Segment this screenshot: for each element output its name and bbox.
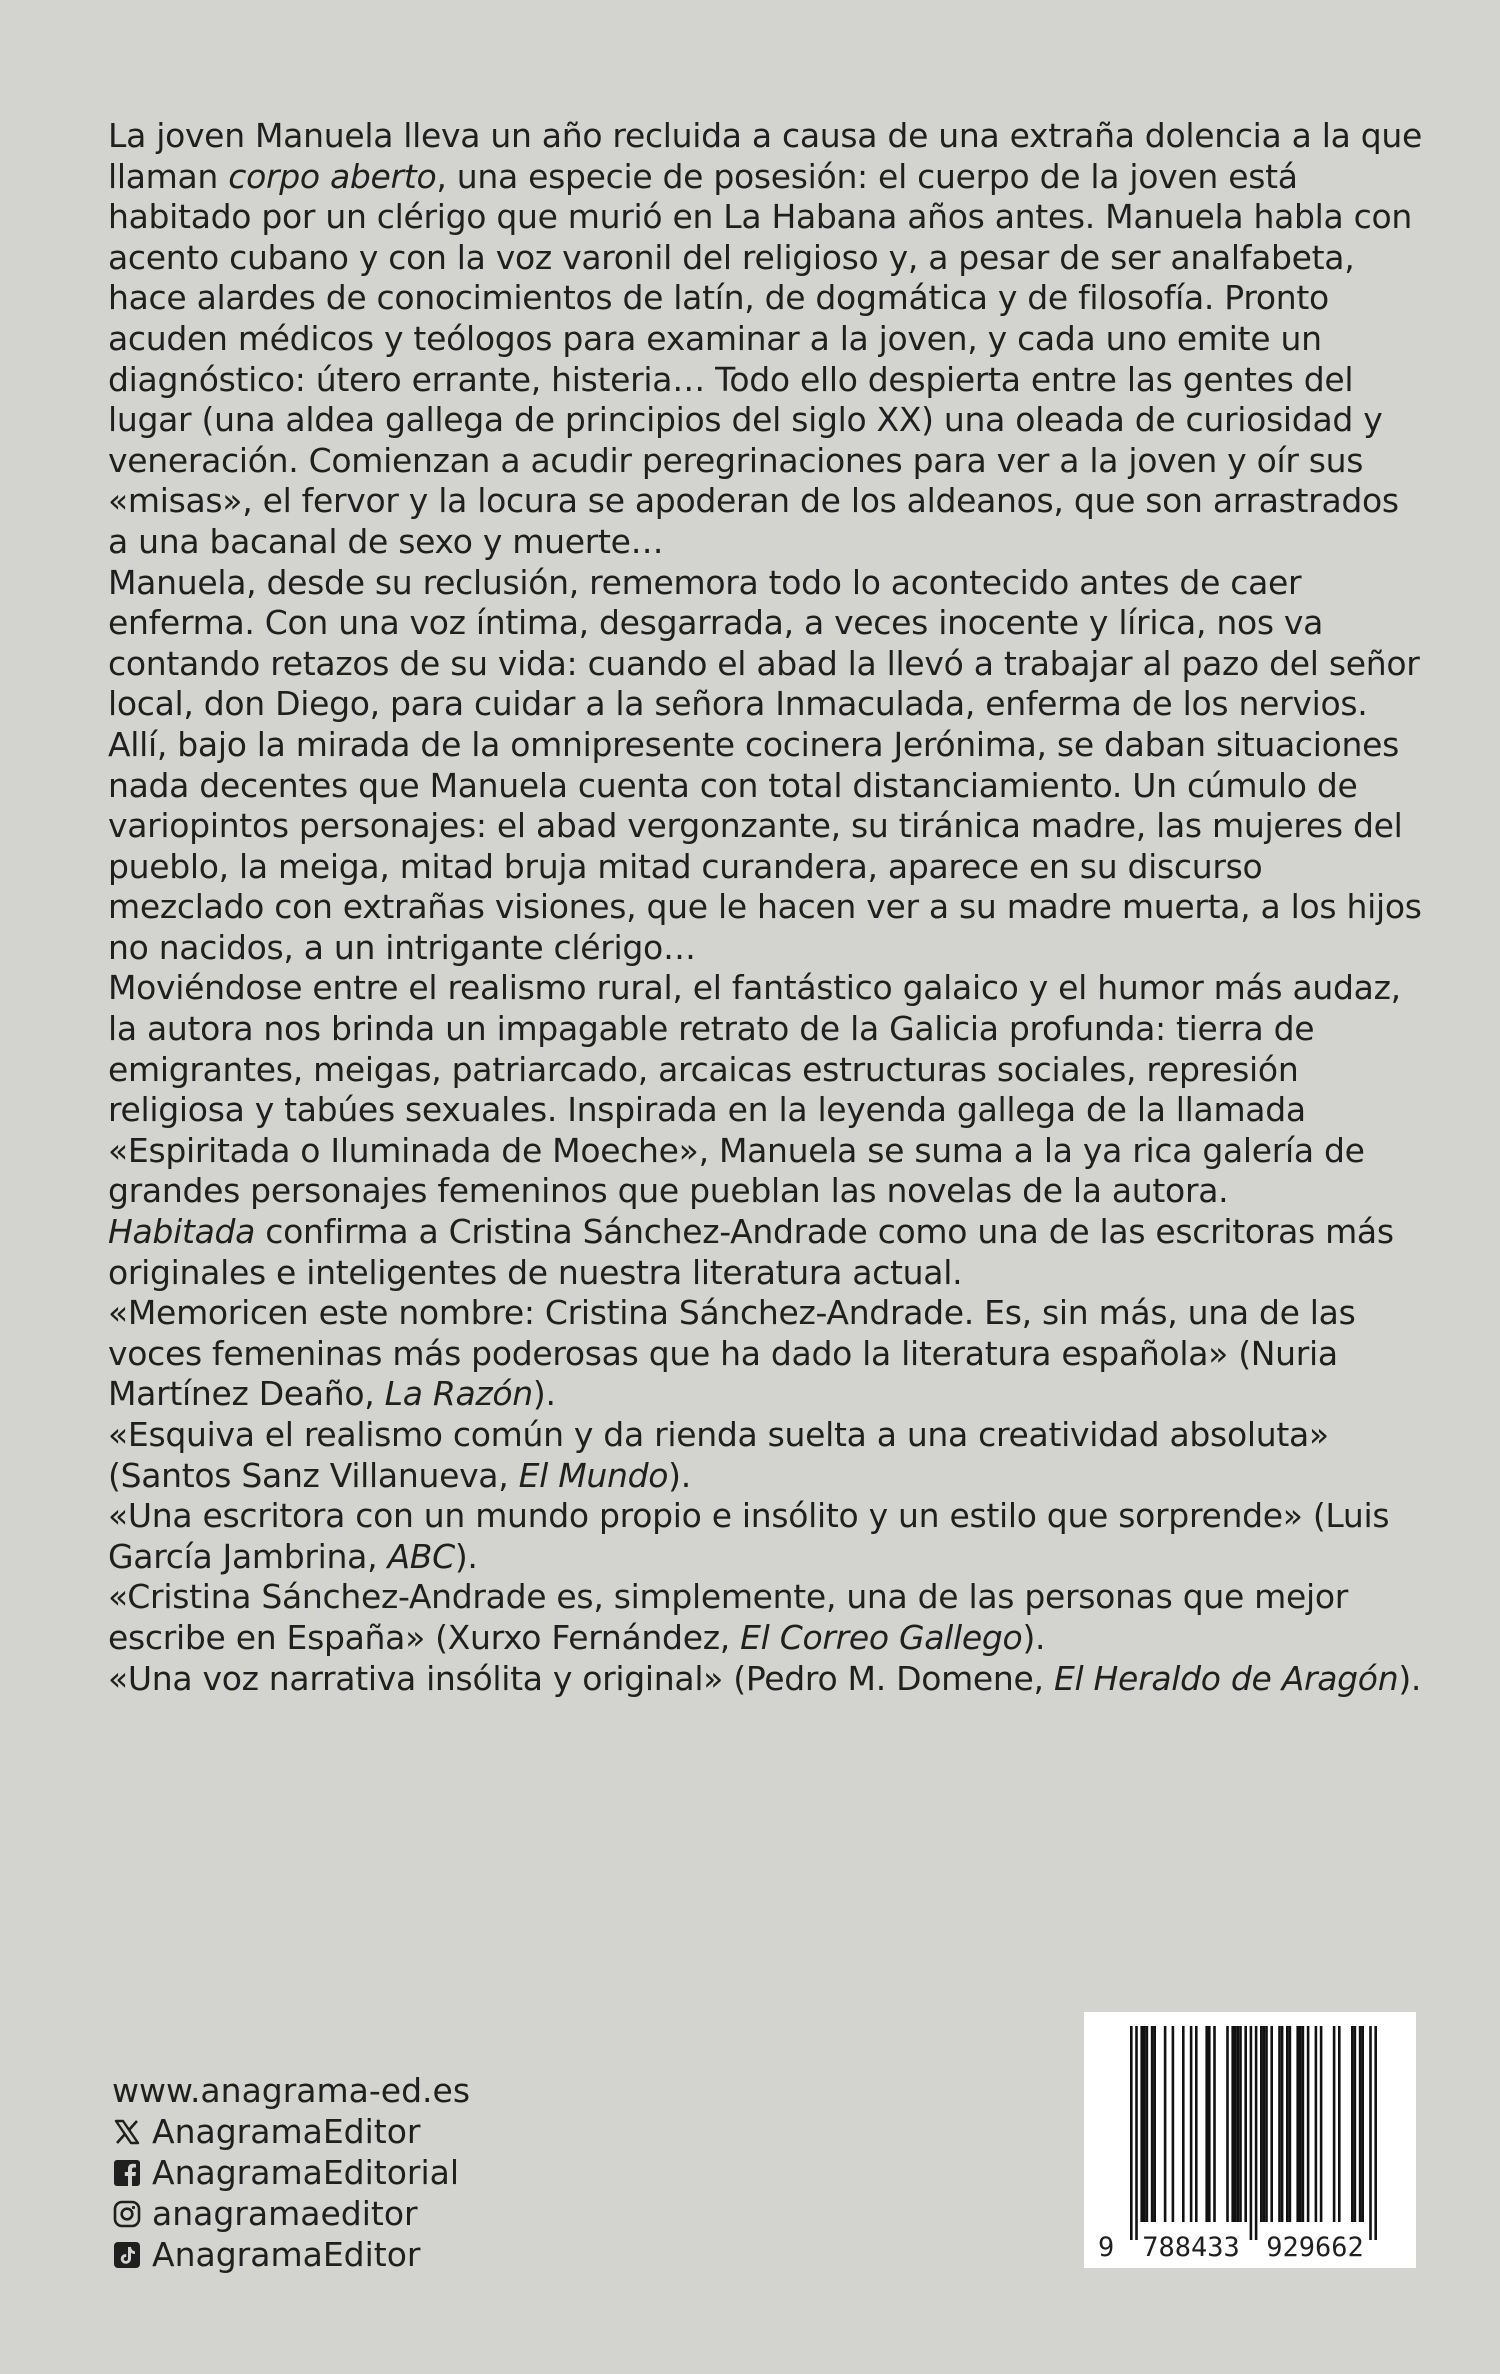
barcode-bar [1182, 2026, 1185, 2222]
instagram-icon [112, 2199, 142, 2229]
review-quote-1: «Memoricen este nombre: Cristina Sánchez-Andrade. Es, sin más, una de las voces femeninas más poderosas que ha dado la literatura española» (Nuria Martínez Deaño, La Razón). [108, 1293, 1356, 1414]
barcode-bar [1213, 2026, 1216, 2222]
barcode-bar [1208, 2026, 1211, 2222]
facebook-icon [112, 2158, 142, 2188]
synopsis-paragraph-1: La joven Manuela lleva un año recluida a causa de una extraña dolencia a la que llaman corpo aberto, una especie de posesión: el cuerpo de la joven está habitado por un clérigo que murió en La Habana años antes. Manuela habla con acento cubano y con la voz varonil del religioso y, a pesar de ser analfabeta, hace alardes de conocimientos de latín, de dogmática y de filosofía. Pronto acuden médicos y teólogos para examinar a la joven, y cada uno emite un diagnóstico: útero errante, histeria… Todo ello despierta entre las gentes del lugar (una aldea gallega de principios del siglo XX) una oleada de curiosidad y veneración. Comienzan a acudir peregrinaciones para ver a la joven y oír sus «misas», el fervor y la locura se apoderan de los aldeanos, que son arrastrados a una bacanal de sexo y muerte… [108, 116, 1423, 561]
barcode-bar [1286, 2026, 1289, 2222]
tiktok-icon [112, 2240, 142, 2270]
barcode-bar [1333, 2026, 1336, 2222]
barcode-bar [1237, 2026, 1240, 2222]
tiktok-account[interactable]: AnagramaEditor [112, 2234, 470, 2275]
x-logo-icon [112, 2117, 142, 2147]
barcode-bar [1172, 2026, 1175, 2222]
barcode-bar [1190, 2026, 1193, 2222]
barcode-bar [1369, 2026, 1372, 2240]
barcode-bar [1153, 2026, 1156, 2222]
barcode-bar [1338, 2026, 1341, 2222]
barcode-bar [1239, 2026, 1242, 2222]
barcode-bar [1234, 2026, 1237, 2222]
instagram-account[interactable]: anagramaeditor [112, 2193, 470, 2234]
barcode-bar [1244, 2026, 1247, 2222]
barcode-bar [1281, 2026, 1284, 2222]
barcode-bar [1263, 2026, 1266, 2222]
barcode-bar [1143, 2026, 1146, 2222]
review-quote-3: «Una escritora con un mundo propio e insólito y un estilo que sorprende» (Luis García Jambrina, ABC). [108, 1496, 1390, 1576]
barcode-bar [1296, 2026, 1299, 2222]
barcode-bar [1255, 2026, 1258, 2240]
barcode-graphic [1084, 2012, 1416, 2268]
barcode-bar [1307, 2026, 1310, 2222]
barcode-bar [1299, 2026, 1302, 2222]
barcode-bar [1265, 2026, 1268, 2222]
review-quote-5: «Una voz narrativa insólita y original» (Pedro M. Domene, El Heraldo de Aragón). [108, 1658, 1422, 1698]
barcode-lead-digit: 9 [1098, 2232, 1115, 2263]
barcode-bar [1205, 2026, 1208, 2222]
website-link[interactable]: www.anagrama-ed.es [112, 2071, 471, 2110]
barcode-bar [1130, 2026, 1133, 2240]
synopsis-paragraph-4: Habitada confirma a Cristina Sánchez-Andrade como una de las escritoras más originales e inteligentes de nuestra literatura actual. [108, 1212, 1394, 1292]
barcode-bar [1135, 2026, 1138, 2240]
barcode-bar [1315, 2026, 1318, 2222]
x-account[interactable]: AnagramaEditor [112, 2111, 470, 2152]
synopsis-paragraph-2: Manuela, desde su reclusión, rememora todo lo acontecido antes de caer enferma. Con una voz íntima, desgarrada, a veces inocente y lírica, nos va contando retazos de su vida: cuando el abad la llevó a trabajar al pazo del señor local, don Diego, para cuidar a la señora Inmaculada, enferma de los nervios. Allí, bajo la mirada de la omnipresente cocinera Jerónima, se daban situaciones nada decentes que Manuela cuenta con total distanciamiento. Un cúmulo de variopintos personajes: el abad vergonzante, su tiránica madre, las mujeres del pueblo, la meiga, mitad bruja mitad curandera, aparece en su discurso mezclado con extrañas visiones, que le hacen ver a su madre muerta, a los hijos no nacidos, a un intrigante clérigo… [108, 562, 1422, 967]
publication-name: ABC [387, 1536, 455, 1576]
barcode-bar [1270, 2026, 1273, 2222]
book-title: Habitada [108, 1212, 256, 1252]
barcode-bar [1361, 2026, 1364, 2222]
barcode-bar [1374, 2026, 1377, 2240]
barcode-left-digits: 788433 [1142, 2232, 1240, 2263]
barcode-bar [1359, 2026, 1362, 2222]
barcode-bar [1195, 2026, 1198, 2222]
barcode-bar [1351, 2026, 1354, 2222]
back-cover-blurb [108, 116, 1428, 1699]
publication-name: El Correo Gallego [740, 1617, 1023, 1657]
barcode-bar [1151, 2026, 1154, 2222]
isbn-barcode [1084, 2012, 1416, 2268]
barcode-bars [1130, 2026, 1377, 2240]
publication-name: La Razón [384, 1374, 533, 1414]
barcode-bar [1226, 2026, 1229, 2222]
barcode-right-digits: 929662 [1266, 2232, 1364, 2263]
facebook-account[interactable]: AnagramaEditorial [112, 2152, 470, 2193]
barcode-bar [1146, 2026, 1149, 2222]
italic-term: corpo aberto [228, 156, 437, 196]
barcode-bar [1320, 2026, 1323, 2222]
review-quote-2: «Esquiva el realismo común y da rienda suelta a una creatividad absoluta» (Santos Sanz Villanueva, El Mundo). [108, 1415, 1329, 1495]
barcode-bar [1260, 2026, 1263, 2222]
barcode-bar [1250, 2026, 1253, 2240]
barcode-bar [1289, 2026, 1292, 2222]
publisher-contacts [112, 2070, 470, 2275]
barcode-bar [1231, 2026, 1234, 2222]
barcode-bar [1140, 2026, 1143, 2222]
barcode-bar [1354, 2026, 1357, 2222]
barcode-bar [1278, 2026, 1281, 2222]
publication-name: El Heraldo de Aragón [1053, 1658, 1399, 1698]
barcode-bar [1302, 2026, 1305, 2222]
barcode-bar [1164, 2026, 1167, 2222]
synopsis-paragraph-3: Moviéndose entre el realismo rural, el fantástico galaico y el humor más audaz, la autora nos brinda un impagable retrato de la Galicia profunda: tierra de emigrantes, meigas, patriarcado, arcaicas estructuras sociales, represión religiosa y tabúes sexuales. Inspirada en la leyenda gallega de la llamada «Espiritada o Iluminada de Moeche», Manuela se suma a la ya rica galería de grandes personajes femeninos que pueblan las novelas de la autora. [108, 968, 1401, 1211]
review-quote-4: «Cristina Sánchez-Andrade es, simplemente, una de las personas que mejor escribe en España» (Xurxo Fernández, El Correo Gallego). [108, 1577, 1349, 1657]
publication-name: El Mundo [518, 1455, 669, 1495]
